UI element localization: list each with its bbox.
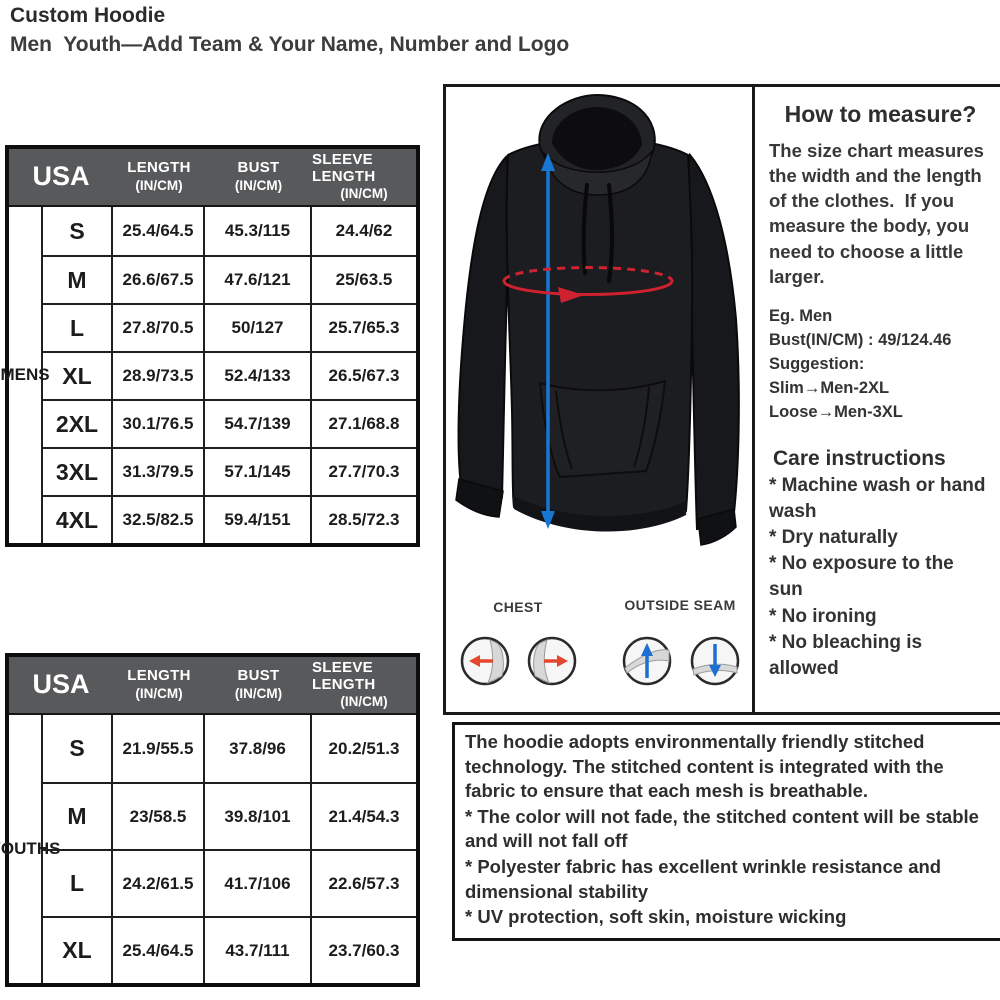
fabric-arrow-up-icon — [621, 635, 673, 687]
care-instructions-heading: Care instructions — [773, 446, 946, 470]
bust-cell: 47.6/121 — [203, 257, 310, 303]
fabric-arrow-right-icon — [526, 635, 578, 687]
bust-cell: 50/127 — [203, 305, 310, 351]
sleeve-cell: 22.6/57.3 — [310, 851, 416, 916]
bust-cell: 54.7/139 — [203, 401, 310, 447]
mens-table-body — [0, 207, 416, 543]
list-item: Suggestion: — [769, 354, 865, 373]
list-item: * No bleaching is allowed — [769, 631, 923, 680]
chest-label: CHEST — [493, 599, 543, 615]
mens-table-rows — [43, 207, 416, 543]
table-row — [43, 303, 416, 351]
how-to-measure-heading: How to measure? — [784, 101, 977, 127]
bust-cell: 59.4/151 — [203, 497, 310, 543]
length-cell: 26.6/67.5 — [111, 257, 203, 303]
sleeve-cell: 21.4/54.3 — [310, 784, 416, 849]
size-cell: M — [67, 266, 87, 293]
size-cell: XL — [62, 937, 92, 963]
length-cell: 28.9/73.5 — [111, 353, 203, 399]
length-header-label: LENGTH — [127, 159, 191, 177]
sleeve-cell: 27.1/68.8 — [310, 401, 416, 447]
mens-size-table — [0, 145, 420, 547]
youth-size-table — [0, 653, 420, 987]
list-item: The hoodie adopts environmentally friendly stitched technology. The stitched content is integrated with the fabric to ensure that each mesh is breathable. — [465, 731, 944, 802]
sleeve-cell: 25/63.5 — [310, 257, 416, 303]
youth-table-rows — [43, 715, 416, 983]
length-header-label: LENGTH — [127, 667, 191, 685]
length-cell: 24.2/61.5 — [111, 851, 203, 916]
how-to-measure-body: The size chart measures the width and the length of the clothes. If you measure the body, you need to choose a little larger. — [769, 140, 990, 287]
list-item: Loose→Men-3XL — [769, 402, 903, 421]
mens-side-label: M E N S — [9, 207, 43, 543]
bust-cell: 41.7/106 — [203, 851, 310, 916]
how-to-measure-panel — [755, 84, 1000, 715]
bust-header-cell — [205, 149, 312, 205]
bust-header-label: BUST — [237, 667, 280, 685]
size-cell: XL — [62, 362, 92, 389]
bust-header-cell — [205, 657, 312, 713]
size-cell: 2XL — [55, 410, 99, 437]
length-cell: 25.4/64.5 — [111, 207, 203, 255]
bust-cell: 57.1/145 — [203, 449, 310, 495]
sleeve-header-label: SLEEVE LENGTH — [312, 659, 376, 693]
sleeve-cell: 20.2/51.3 — [310, 715, 416, 782]
sleeve-cell: 23.7/60.3 — [310, 918, 416, 983]
sleeve-cell: 27.7/70.3 — [310, 449, 416, 495]
size-cell: S — [69, 735, 85, 761]
bust-header-unit: (IN/CM) — [234, 685, 283, 701]
bust-header-unit: (IN/CM) — [234, 177, 283, 193]
sleeve-cell: 24.4/62 — [310, 207, 416, 255]
bust-cell: 43.7/111 — [203, 918, 310, 983]
youth-table-body — [0, 715, 416, 983]
bust-header-label: BUST — [237, 159, 280, 177]
sleeve-header-unit: (IN/CM) — [340, 694, 388, 710]
fabric-arrow-down-icon — [689, 635, 741, 687]
length-cell: 23/58.5 — [111, 784, 203, 849]
sleeve-header-label: SLEEVE LENGTH — [312, 151, 376, 185]
product-description-box — [452, 722, 1000, 941]
length-cell: 30.1/76.5 — [111, 401, 203, 447]
length-cell: 31.3/79.5 — [111, 449, 203, 495]
table-row — [43, 849, 416, 916]
list-item: * No ironing — [769, 605, 877, 627]
sleeve-cell: 25.7/65.3 — [310, 305, 416, 351]
list-item: * No exposure to the sun — [769, 553, 954, 601]
youth-side-label: O U T H S — [9, 715, 43, 983]
hoodie-image — [446, 91, 752, 561]
table-row — [43, 715, 416, 782]
care-instructions-list — [769, 473, 992, 683]
length-header-cell — [113, 149, 205, 205]
length-cell: 21.9/55.5 — [111, 715, 203, 782]
size-cell: L — [69, 314, 85, 341]
list-item: * UV protection, soft skin, moisture wicking — [465, 906, 847, 928]
list-item: * The color will not fade, the stitched content will be stable and will not fall off — [465, 805, 979, 852]
table-row — [43, 207, 416, 255]
list-item: * Dry naturally — [769, 526, 898, 548]
fabric-arrow-left-icon — [459, 635, 511, 687]
size-cell: M — [67, 803, 87, 829]
length-header-unit: (IN/CM) — [135, 177, 183, 193]
usa-header-cell: USA — [32, 161, 90, 192]
youth-table-header — [9, 657, 416, 715]
sleeve-cell: 28.5/72.3 — [310, 497, 416, 543]
list-item: Eg. Men — [769, 306, 833, 325]
length-header-unit: (IN/CM) — [135, 685, 183, 701]
size-cell: L — [69, 870, 85, 896]
table-row — [43, 399, 416, 447]
usa-header-cell: USA — [32, 669, 90, 700]
table-row — [43, 495, 416, 543]
table-row — [43, 351, 416, 399]
length-header-cell — [113, 657, 205, 713]
list-item: Slim→Men-2XL — [769, 378, 890, 397]
outside-seam-label: OUTSIDE SEAM — [624, 597, 736, 613]
bust-cell: 39.8/101 — [203, 784, 310, 849]
hoodie-diagram-panel — [443, 84, 755, 715]
mens-table-header — [9, 149, 416, 207]
sleeve-header-cell — [312, 657, 416, 713]
table-row — [43, 916, 416, 983]
sizing-example — [769, 305, 992, 425]
table-row — [43, 255, 416, 303]
length-cell: 27.8/70.5 — [111, 305, 203, 351]
bust-cell: 45.3/115 — [203, 207, 310, 255]
table-row — [43, 782, 416, 849]
page-subtitle: Men Youth—Add Team & Your Name, Number and Logo — [10, 33, 570, 56]
sleeve-header-cell — [312, 149, 416, 205]
list-item: * Polyester fabric has excellent wrinkle resistance and dimensional stability — [465, 855, 942, 902]
length-cell: 32.5/82.5 — [111, 497, 203, 543]
bust-cell: 37.8/96 — [203, 715, 310, 782]
sleeve-header-unit: (IN/CM) — [340, 186, 388, 202]
sleeve-cell: 26.5/67.3 — [310, 353, 416, 399]
length-cell: 25.4/64.5 — [111, 918, 203, 983]
table-row — [43, 447, 416, 495]
bust-cell: 52.4/133 — [203, 353, 310, 399]
size-cell: 3XL — [55, 458, 99, 485]
size-cell: 4XL — [55, 506, 99, 533]
list-item: * Machine wash or hand wash — [769, 474, 986, 522]
page-title: Custom Hoodie — [10, 4, 166, 27]
list-item: Bust(IN/CM) : 49/124.46 — [769, 330, 952, 349]
size-cell: S — [69, 217, 85, 244]
